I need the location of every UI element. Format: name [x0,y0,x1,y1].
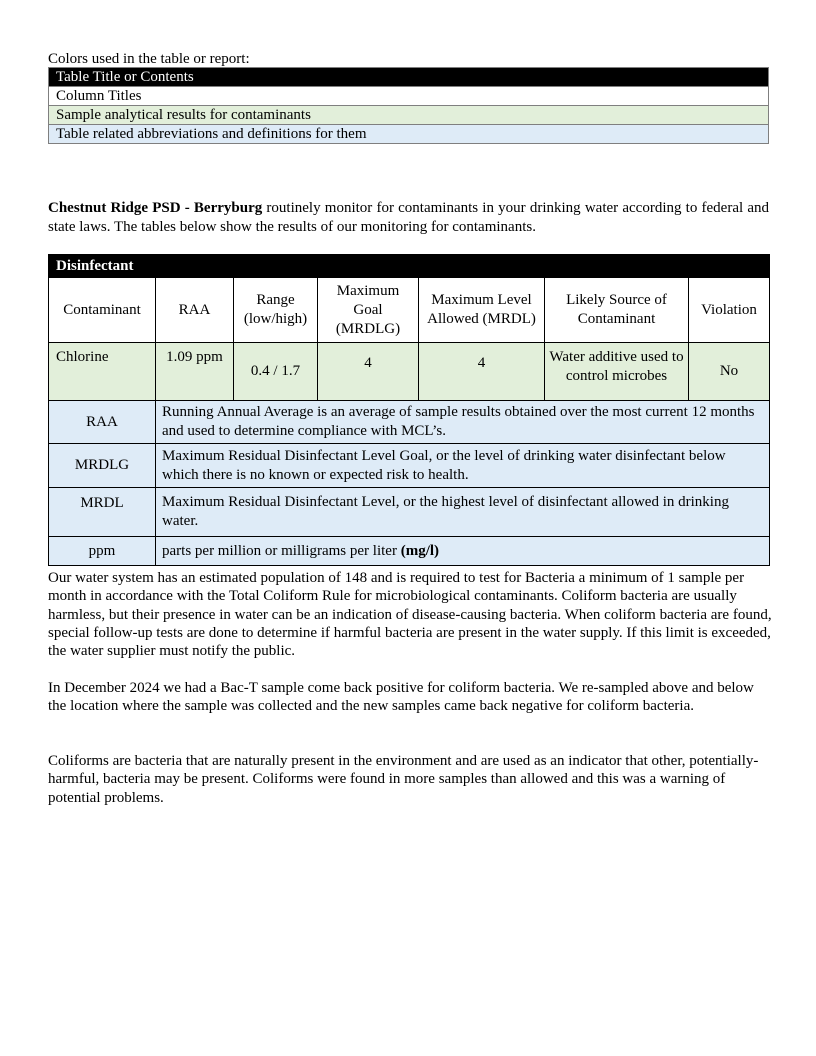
legend-row-sample-results: Sample analytical results for contaminants [49,106,769,125]
column-header: Violation [689,278,770,343]
cell-source: Water additive used to control microbes [545,343,689,401]
paragraph-coliform-rule: Our water system has an estimated population of 148 and is required to test for Bacteria a minimum of 1 sample per month in accordance with the Total Coliform Rule for microbiological contaminants. Coliform bacteria are usually harmless, but their presence in water can be an indication of disease-causing bacteria. When coliform bacteria are found, special follow-up tests are done to determine if harmful bacteria are present in the water supply. If this limit is exceeded, the water supplier must notify the public. [48,570,772,660]
intro-text: routinely monitor for contaminants in your drinking water according to federal and state laws. The tables below show the results of our monitoring for contaminants. [48,200,769,235]
definition-text-part: , or the highest level of disinfectant allowed in drinking water. [162,494,729,529]
definition-row [49,401,770,444]
color-legend-table [48,67,769,144]
legend-row-column-titles: Column Titles [49,87,769,106]
definition-text [156,488,770,537]
definition-text: Maximum Residual Disinfectant Level Goal, or the level of drinking water disinfectant below which there is no known or expected risk to health. [156,444,770,488]
cell-contaminant: Chlorine [49,343,156,401]
definition-row [49,444,770,488]
legend-caption: Colors used in the table or report: [48,51,250,67]
definition-text-part: Maximum Residual Disinfectant Level [162,494,396,510]
definition-term: MRDLG [49,444,156,488]
definition-term: MRDL [49,488,156,537]
definition-text: Running Annual Average is an average of sample results obtained over the most current 12 months and used to determine compliance with MCL’s. [156,401,770,444]
paragraph-bact-positive: In December 2024 we had a Bac-T sample come back positive for coliform bacteria. We re-sampled above and below the location where the sample was collected and the new samples came back negative for coliform bacteria. [48,680,754,715]
definition-term: RAA [49,401,156,444]
paragraph-coliforms: Coliforms are bacteria that are naturally present in the environment and are used as an indicator that other, potentially-harmful, bacteria may be present. Coliforms were found in more samples than allowed and this was a warning of potential problems. [48,753,759,806]
legend-row-abbreviations: Table related abbreviations and definitions for them [49,125,769,144]
definition-text [156,537,770,566]
cell-range: 0.4 / 1.7 [234,343,318,401]
definition-row [49,537,770,566]
definition-row [49,488,770,537]
column-header: Maximum Level Allowed (MRDL) [419,278,545,343]
definition-text-part: parts per million or milligrams per liter [162,542,401,559]
disinfectant-table [48,254,770,566]
cell-raa: 1.09 ppm [156,343,234,401]
definition-unit: (mg/l) [400,542,440,559]
column-header: Likely Source of Contaminant [545,278,689,343]
cell-violation: No [689,343,770,401]
table-title: Disinfectant [49,255,770,278]
system-name: Chestnut Ridge PSD - Berryburg [48,200,263,216]
definition-term: ppm [49,537,156,566]
intro-paragraph [48,199,769,237]
column-header: RAA [156,278,234,343]
legend-row-title: Table Title or Contents [49,68,769,87]
table-row [49,343,770,401]
column-header: Contaminant [49,278,156,343]
column-header: Range (low/high) [234,278,318,343]
cell-mrdl: 4 [419,343,545,401]
cell-mrdlg: 4 [318,343,419,401]
column-header: Maximum Goal (MRDLG) [318,278,419,343]
table-header-row [49,278,770,343]
